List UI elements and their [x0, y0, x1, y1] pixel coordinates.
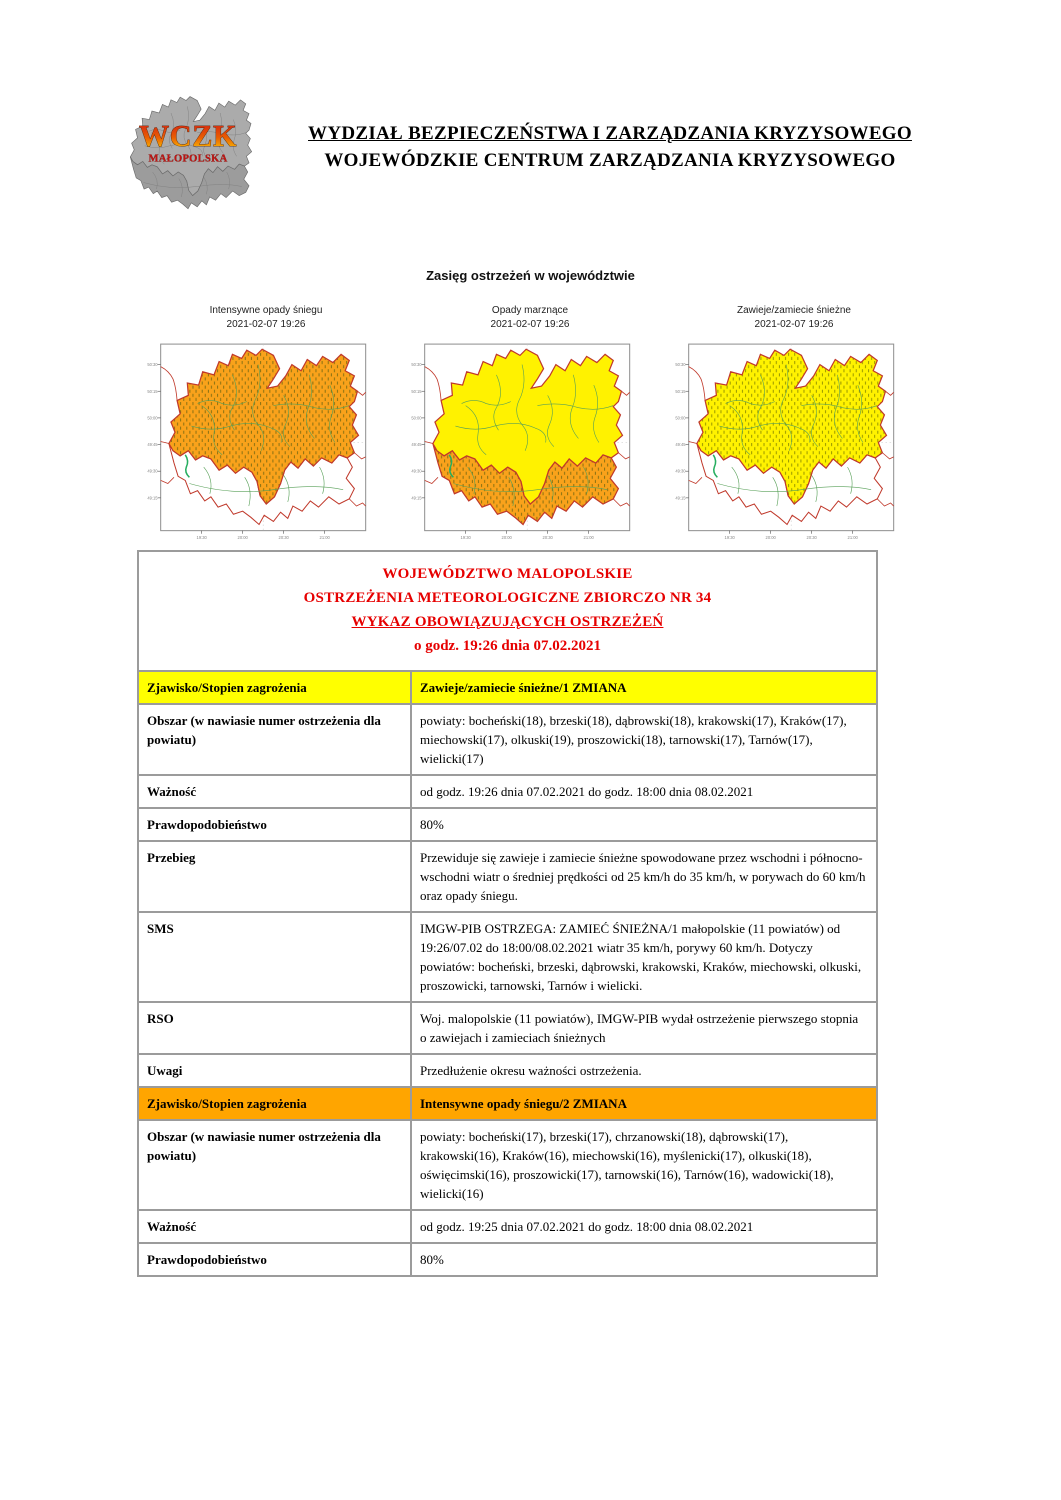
svg-text:21:00: 21:00	[583, 534, 594, 540]
row-label: Ważność	[138, 1210, 411, 1243]
table-title-bulletin: OSTRZEŻENIA METEOROLOGICZNE ZBIORCZO NR 34	[303, 590, 712, 606]
svg-text:49:45: 49:45	[147, 442, 158, 448]
row-value: Przedłużenie okresu ważności ostrzeżenia.	[411, 1054, 877, 1087]
table-title-province: WOJEWÓDZTWO MALOPOLSKIE	[382, 566, 633, 582]
row-label: Przebieg	[138, 841, 411, 912]
maps-section-title: Zasięg ostrzeżeń w województwie	[426, 268, 635, 283]
row-value: od godz. 19:25 dnia 07.02.2021 do godz. 18:00 dnia 08.02.2021	[411, 1210, 877, 1243]
table-row-probability-2	[138, 1243, 877, 1276]
table-title-row	[138, 551, 877, 671]
row-value: Intensywne opady śniegu/2 ZMIANA	[411, 1087, 877, 1120]
map-caption	[402, 304, 638, 332]
maps-row	[138, 304, 902, 545]
table-row-sms-1	[138, 912, 877, 1002]
row-value: powiaty: bocheński(17), brzeski(17), chrzanowski(18), dąbrowski(17), krakowski(16), Kraków(16), miechowski(16), myślenicki(17), olkuski(18), oświęcimski(16), proszowicki(17), tarnowski(16), Tarnów(16), wadowicki(18), wielicki(16)	[411, 1120, 877, 1210]
map-timestamp: 2021-02-07 19:26	[490, 319, 570, 330]
svg-text:49:45: 49:45	[675, 442, 686, 448]
logo-region-label: MAŁOPOLSKA	[148, 153, 228, 165]
svg-text:49:30: 49:30	[147, 468, 158, 474]
table-row-area-2	[138, 1120, 877, 1210]
svg-text:49:15: 49:15	[411, 495, 422, 501]
warning-map-blizzard	[666, 340, 902, 545]
header-titles	[278, 120, 942, 174]
wczk-logo-map	[114, 92, 266, 214]
svg-text:49:30: 49:30	[675, 468, 686, 474]
warnings-table	[137, 550, 878, 1277]
warning-map-freezing-rain	[402, 340, 638, 545]
svg-text:50:30: 50:30	[675, 362, 686, 368]
svg-text:19:30: 19:30	[724, 534, 735, 540]
row-value: Zawieje/zamiecie śnieżne/1 ZMIANA	[411, 671, 877, 704]
row-label: Ważność	[138, 775, 411, 808]
row-label: Prawdopodobieństwo	[138, 1243, 411, 1276]
map-block-zawieje-zamiecie	[666, 304, 902, 545]
row-label: SMS	[138, 912, 411, 1002]
map-block-intensywne-opady-sniegu	[138, 304, 374, 545]
row-value: 80%	[411, 808, 877, 841]
svg-text:50:30: 50:30	[147, 362, 158, 368]
table-title-cell	[138, 551, 877, 671]
svg-text:21:00: 21:00	[319, 534, 330, 540]
row-label: Zjawisko/Stopien zagrożenia	[138, 671, 411, 704]
row-label: Zjawisko/Stopien zagrożenia	[138, 1087, 411, 1120]
map-name: Intensywne opady śniegu	[209, 305, 323, 316]
table-title-time: o godz. 19:26 dnia 07.02.2021	[413, 638, 602, 654]
row-value: Przewiduje się zawieje i zamiecie śnieżne spowodowane przez wschodni i północno-wschodni wiatr o średniej prędkości od 25 km/h do 35 km/h, w porywach do 60 km/h oraz opady śniegu.	[411, 841, 877, 912]
svg-text:21:00: 21:00	[847, 534, 858, 540]
map-block-opady-marznace	[402, 304, 638, 545]
map-caption	[138, 304, 374, 332]
svg-text:20:30: 20:30	[278, 534, 289, 540]
table-row-notes-1	[138, 1054, 877, 1087]
row-label: Uwagi	[138, 1054, 411, 1087]
svg-text:19:30: 19:30	[196, 534, 207, 540]
svg-text:20:00: 20:00	[765, 534, 776, 540]
department-title: WYDZIAŁ BEZPIECZEŃSTWA I ZARZĄDZANIA KRYZYSOWEGO	[308, 123, 912, 144]
wczk-logo	[114, 92, 266, 214]
row-value: powiaty: bocheński(18), brzeski(18), dąbrowski(18), krakowski(17), Kraków(17), miechowski(17), olkuski(19), proszowicki(18), tarnowski(17), Tarnów(17), wielicki(17)	[411, 704, 877, 775]
row-value: Woj. malopolskie (11 powiatów), IMGW-PIB wydał ostrzeżenie pierwszego stopnia o zawiejach i zamieciach śnieżnych	[411, 1002, 877, 1054]
table-row-validity-2	[138, 1210, 877, 1243]
map-name: Opady marznące	[491, 305, 569, 316]
svg-text:50:15: 50:15	[675, 388, 686, 394]
table-row-phenomenon-1	[138, 671, 877, 704]
table-row-course-1	[138, 841, 877, 912]
svg-text:50:15: 50:15	[411, 388, 422, 394]
map-timestamp: 2021-02-07 19:26	[754, 319, 834, 330]
svg-text:19:30: 19:30	[460, 534, 471, 540]
svg-text:49:45: 49:45	[411, 442, 422, 448]
svg-text:50:30: 50:30	[411, 362, 422, 368]
map-name: Zawieje/zamiecie śnieżne	[737, 305, 851, 316]
warning-map-snowfall	[138, 340, 374, 545]
row-value: od godz. 19:26 dnia 07.02.2021 do godz. 18:00 dnia 08.02.2021	[411, 775, 877, 808]
svg-text:50:15: 50:15	[147, 388, 158, 394]
row-value: IMGW-PIB OSTRZEGA: ZAMIEĆ ŚNIEŻNA/1 małopolskie (11 powiatów) od 19:26/07.02 do 18:00/08.02.2021 wiatr 35 km/h, porywy 60 km/h. Dotyczy powiatów: bocheński, brzeski, dąbrowski, krakowski, Kraków, miechowski, olkuski, proszowicki, tarnowski, Tarnów i wielicki.	[411, 912, 877, 1002]
svg-text:20:00: 20:00	[237, 534, 248, 540]
row-label: Obszar (w nawiasie numer ostrzeżenia dla powiatu)	[138, 1120, 411, 1210]
svg-text:20:30: 20:30	[542, 534, 553, 540]
svg-text:50:00: 50:00	[675, 415, 686, 421]
table-row-validity-1	[138, 775, 877, 808]
svg-text:49:15: 49:15	[147, 495, 158, 501]
map-caption	[666, 304, 902, 332]
map-timestamp: 2021-02-07 19:26	[226, 319, 306, 330]
svg-text:49:15: 49:15	[675, 495, 686, 501]
row-value: 80%	[411, 1243, 877, 1276]
center-title: WOJEWÓDZKIE CENTRUM ZARZĄDZANIA KRYZYSOWEGO	[324, 150, 896, 171]
svg-text:50:00: 50:00	[147, 415, 158, 421]
logo-acronym: WCZK	[138, 118, 238, 153]
table-row-probability-1	[138, 808, 877, 841]
svg-text:20:30: 20:30	[806, 534, 817, 540]
svg-text:49:30: 49:30	[411, 468, 422, 474]
table-row-phenomenon-2	[138, 1087, 877, 1120]
row-label: Obszar (w nawiasie numer ostrzeżenia dla powiatu)	[138, 704, 411, 775]
row-label: RSO	[138, 1002, 411, 1054]
table-row-rso-1	[138, 1002, 877, 1054]
maps-section	[0, 268, 1061, 540]
row-label: Prawdopodobieństwo	[138, 808, 411, 841]
svg-text:20:00: 20:00	[501, 534, 512, 540]
table-title-list: WYKAZ OBOWIĄZUJĄCYCH OSTRZEŻEŃ	[351, 614, 664, 630]
table-row-area-1	[138, 704, 877, 775]
svg-text:50:00: 50:00	[411, 415, 422, 421]
